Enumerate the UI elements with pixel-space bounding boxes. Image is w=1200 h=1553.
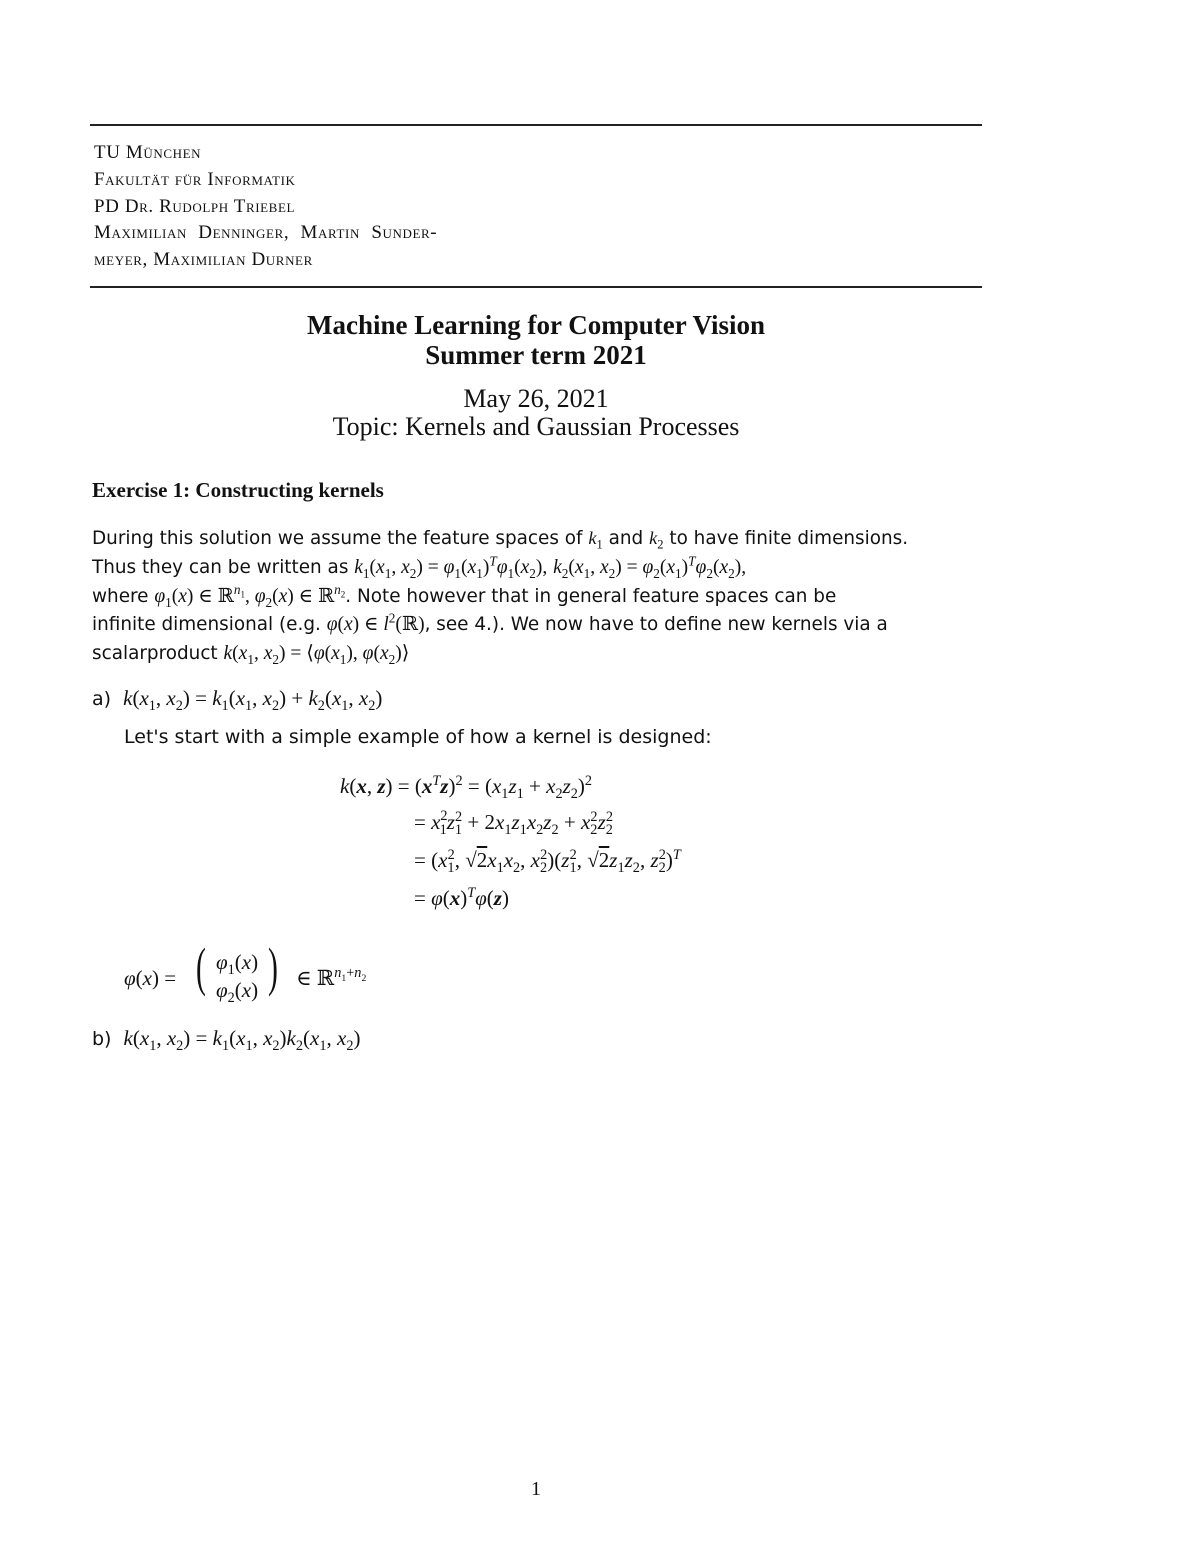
university-name: TU München (94, 142, 202, 163)
equation-line-3: = ($x_1^2$, $√2x_1x_2$, $x_2^2)(z_1^2$, $√2z_1z_2$, $z_2^2)^T$ (414, 847, 681, 877)
faculty-name: Fakultät für Informatik (94, 168, 296, 190)
intro-line-1: During this solution we assume the feature spaces of $k_1$ and $k_2$ to have finite dimensions. (92, 528, 909, 552)
assistants-line-2: meyer, Maximilian Durner (94, 249, 313, 271)
equation-line-2: = $x_{21}z_1^2 + 2x_1z_1x_2z_2 + x_2^2z_2^2$ (414, 808, 614, 839)
feature-map-label: φ(x) = (124, 966, 177, 990)
assistants-line-1: Maximilian Denninger, Martin Sunder- (94, 222, 438, 244)
equation-line-4: = $\varphi(x)^T\varphi(z)$ (414, 885, 509, 910)
intro-line-2: Thus they can be written as $k_1(x_1$, $x_2) = \varphi_1(x_1)^T\varphi_1(x_2)$, $k_2(x_1$, $x_2) = \varphi_2(x_1)^T\varphi_2(x_2)$, (92, 553, 747, 581)
term-title: Summer term 2021 (425, 340, 647, 370)
intro-line-3: where $\varphi_1(x)$ ∈ ℝ$^{n_1}$, $\varphi_2(x)$ ∈ ℝ$^{n_2}$. Note however that in general feature spaces can be (92, 582, 837, 610)
exercise-intro-paragraph (92, 524, 982, 669)
course-title: Machine Learning for Computer Vision (306, 310, 765, 340)
sheet-topic: Topic: Kernels and Gaussian Processes (332, 412, 740, 441)
part-a-statement: a) $k(x_1$, $x_2) = k_1(x_1$, $x_2) + k_2(x_1$, $x_2$) (92, 686, 383, 715)
part-a-intro-text: Let's start with a simple example of how a kernel is designed: (124, 726, 712, 748)
part-b-statement: b) $k(x_1$, $x_2) = k_1(x_1$, $x_2)k_2(x_1$, $x_2$) (92, 1026, 361, 1055)
intro-line-4: infinite dimensional (e.g. φ(x) ∈ $l^2(ℝ)$, see 4.). We now have to define new kernels via a (92, 610, 888, 636)
feature-map-vector: ( $\varphi_1(x)$ $\varphi_2(x)$ ) (196, 937, 278, 1007)
exercise-heading: Exercise 1: Constructing kernels (92, 478, 384, 502)
sheet-date: May 26, 2021 (463, 384, 609, 413)
intro-line-5: scalarproduct $k(x_1$, $x_2$) = $⟨\varphi(x_1)$, $\varphi(x_2)⟩$ (92, 643, 410, 668)
course-header (94, 140, 974, 274)
page-number: 1 (531, 1478, 541, 1500)
header-bottom-rule (90, 286, 982, 288)
feature-map-space: ∈ ℝ$^{n_1+n_2}$ (296, 965, 367, 990)
equation-line-1: k(x, $z) = (x^Tz)^2 = (x_1z_1 + x_2z_2)^2$ (340, 773, 593, 803)
lecturer-name: PD Dr. Rudolph Triebel (94, 195, 296, 217)
header-top-rule (90, 124, 982, 126)
